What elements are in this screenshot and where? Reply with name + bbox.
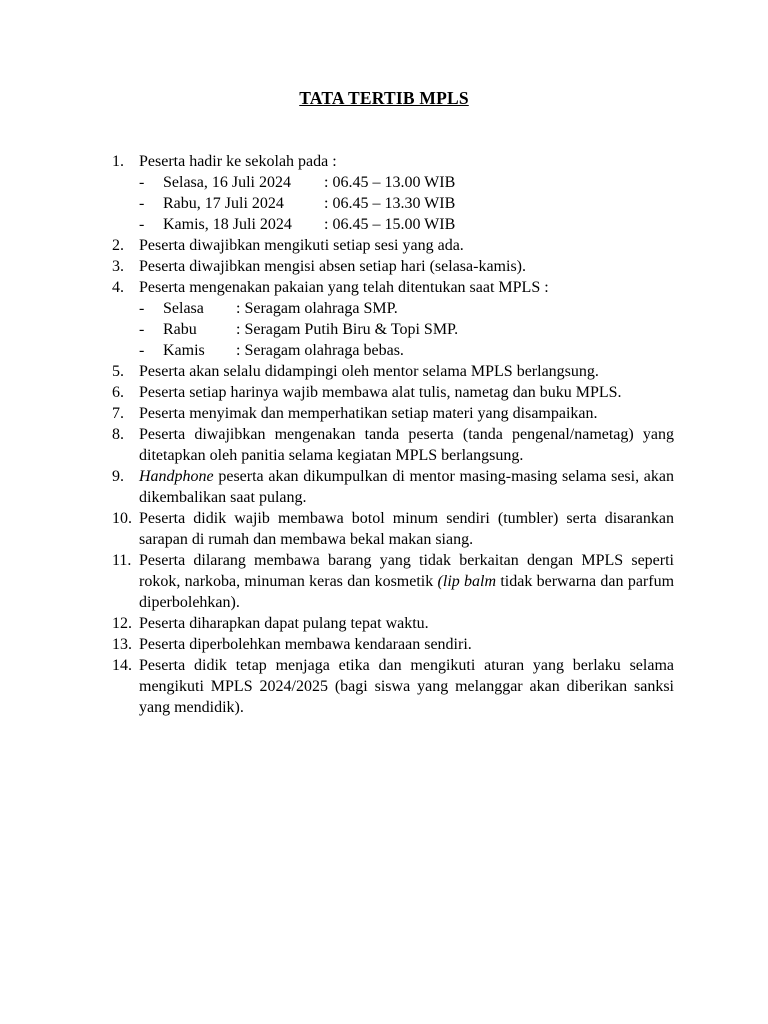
item-text: Peserta diwajibkan mengenakan tanda peserta (tanda pengenal/nametag) yang ditetapkan oleh panitia selama kegiatan MPLS berlangsung. <box>139 426 674 464</box>
item-number: 8. <box>112 426 124 443</box>
item-text-rest: peserta akan dikumpulkan di mentor masing-masing selama sesi, akan dikembalikan saat pulang. <box>139 468 674 506</box>
item-text: Peserta diwajibkan mengikuti setiap sesi yang ada. <box>139 237 464 254</box>
document-title: TATA TERTIB MPLS <box>299 88 469 108</box>
list-item <box>112 613 674 634</box>
bullet-dash: - <box>139 216 145 233</box>
schedule-row <box>112 172 674 193</box>
item-number: 13. <box>112 636 132 653</box>
rules-list <box>112 151 674 718</box>
item-number: 11. <box>112 552 132 569</box>
schedule-time: : 06.45 – 13.30 WIB <box>324 195 456 212</box>
item-text: Peserta didik wajib membawa botol minum sendiri (tumbler) serta disarankan sarapan di rumah dan membawa bekal makan siang. <box>139 510 674 548</box>
bullet-dash: - <box>139 342 145 359</box>
schedule-day: Rabu, 17 Juli 2024 <box>163 195 284 212</box>
item-number: 12. <box>112 615 132 632</box>
schedule-time: : 06.45 – 13.00 WIB <box>324 174 456 191</box>
list-item <box>112 235 674 256</box>
item-number: 6. <box>112 384 124 401</box>
item-text: Peserta setiap harinya wajib membawa alat tulis, nametag dan buku MPLS. <box>139 384 622 401</box>
list-item <box>112 424 674 466</box>
list-item <box>112 655 674 718</box>
dress-day: Selasa <box>163 300 204 317</box>
bullet-dash: - <box>139 174 145 191</box>
list-item <box>112 403 674 424</box>
list-item <box>112 550 674 613</box>
item-text-part: tidak berwarna dan parfum diperbolehkan). <box>139 573 675 611</box>
dress-desc: : Seragam olahraga bebas. <box>236 342 404 359</box>
dress-desc: : Seragam Putih Biru & Topi SMP. <box>236 321 459 338</box>
bullet-dash: - <box>139 321 145 338</box>
item-number: 5. <box>112 363 124 380</box>
item-text: Peserta akan selalu didampingi oleh mentor selama MPLS berlangsung. <box>139 363 599 380</box>
item-number: 14. <box>112 657 132 674</box>
schedule-row <box>112 193 674 214</box>
list-item <box>112 508 674 550</box>
item-text <box>139 550 674 613</box>
item-number: 10. <box>112 510 132 527</box>
bullet-dash: - <box>139 300 145 317</box>
item-text: Peserta diwajibkan mengisi absen setiap hari (selasa-kamis). <box>139 258 526 275</box>
list-item <box>112 361 674 382</box>
item-number: 9. <box>112 468 124 485</box>
item-text-part: Peserta dilarang membawa barang yang tidak berkaitan dengan MPLS seperti rokok, narkoba, minuman keras dan kosmetik <box>139 552 674 590</box>
list-item <box>112 382 674 403</box>
schedule-time: : 06.45 – 15.00 WIB <box>324 216 456 233</box>
item-number: 4. <box>112 279 124 296</box>
dress-row <box>112 298 674 319</box>
dress-day: Kamis <box>163 342 205 359</box>
item-text: Peserta hadir ke sekolah pada : <box>139 153 337 170</box>
item-number: 7. <box>112 405 124 422</box>
schedule-row <box>112 214 674 235</box>
schedule-day: Selasa, 16 Juli 2024 <box>163 174 291 191</box>
item-text: Peserta diperbolehkan membawa kendaraan sendiri. <box>139 636 472 653</box>
bullet-dash: - <box>139 195 145 212</box>
item-emphasis: Handphone <box>139 468 214 485</box>
list-item <box>112 256 674 277</box>
dress-desc: : Seragam olahraga SMP. <box>236 300 398 317</box>
list-item <box>112 151 674 172</box>
item-text <box>139 466 674 508</box>
item-text: Peserta menyimak dan memperhatikan setiap materi yang disampaikan. <box>139 405 598 422</box>
item-text: Peserta didik tetap menjaga etika dan mengikuti aturan yang berlaku selama mengikuti MPLS 2024/2025 (bagi siswa yang melanggar akan diberikan sanksi yang mendidik). <box>139 657 674 716</box>
list-item <box>112 277 674 298</box>
item-number: 1. <box>112 153 124 170</box>
item-text: Peserta diharapkan dapat pulang tepat waktu. <box>139 615 429 632</box>
list-item <box>112 634 674 655</box>
list-item <box>112 466 674 508</box>
dress-row <box>112 340 674 361</box>
item-text: Peserta mengenakan pakaian yang telah ditentukan saat MPLS : <box>139 279 549 296</box>
item-number: 2. <box>112 237 124 254</box>
dress-row <box>112 319 674 340</box>
item-number: 3. <box>112 258 124 275</box>
dress-day: Rabu <box>163 321 197 338</box>
schedule-day: Kamis, 18 Juli 2024 <box>163 216 292 233</box>
item-emphasis: (lip balm <box>437 573 497 590</box>
